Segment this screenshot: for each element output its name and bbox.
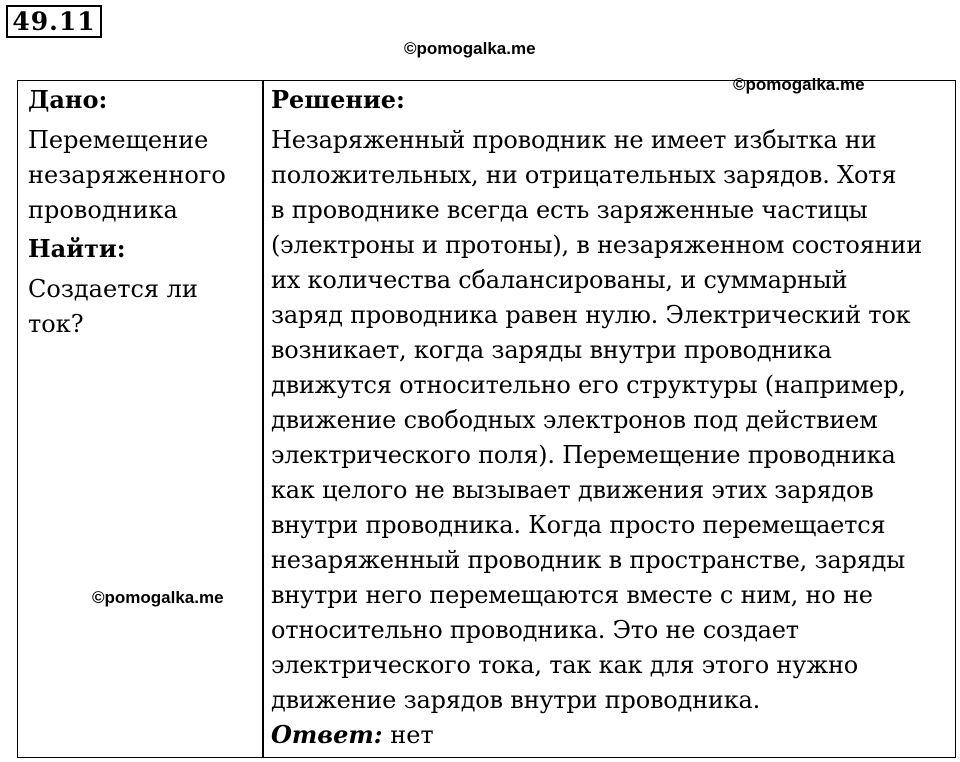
find-text xyxy=(28,272,254,342)
watermark-top: ©pomogalka.me xyxy=(404,39,536,58)
solution-header: Решение: xyxy=(271,85,405,114)
solution-line: заряд проводника равен нулю. Электрический ток xyxy=(271,301,911,329)
task-number: 49.11 xyxy=(6,5,102,38)
find-line: Создается ли xyxy=(28,275,198,303)
solution-table xyxy=(17,80,956,758)
solution-line: в проводнике всегда есть заряженные частицы xyxy=(271,196,868,224)
answer-label: Ответ: xyxy=(271,720,383,749)
solution-line: возникает, когда заряды внутри проводника xyxy=(271,336,832,364)
given-header: Дано: xyxy=(28,85,108,114)
watermark-bottom-left: ©pomogalka.me xyxy=(92,588,224,607)
solution-line: относительно проводника. Это не создает xyxy=(271,616,799,644)
solution-line: внутри проводника. Когда просто перемещается xyxy=(271,511,886,539)
solution-column xyxy=(271,81,951,752)
solution-line: (электроны и протоны), в незаряженном состоянии xyxy=(271,231,922,259)
given-line: проводника xyxy=(28,196,178,224)
solution-line: Незаряженный проводник не имеет избытка ни xyxy=(271,126,877,154)
given-column xyxy=(28,81,254,342)
solution-line: положительных, ни отрицательных зарядов. Хотя xyxy=(271,161,897,189)
find-header: Найти: xyxy=(28,234,126,263)
answer-value: нет xyxy=(382,721,434,749)
solution-line: внутри него перемещаются вместе с ним, но не xyxy=(271,581,873,609)
solution-line: движение свободных электронов под действием xyxy=(271,406,878,434)
watermark-right: ©pomogalka.me xyxy=(733,75,865,94)
given-line: Перемещение xyxy=(28,126,209,154)
solution-line: движутся относительно его структуры (например, xyxy=(271,371,906,399)
solution-line: электрического поля). Перемещение проводника xyxy=(271,441,896,469)
given-text xyxy=(28,123,254,228)
answer-line xyxy=(271,718,951,752)
given-line: незаряженного xyxy=(28,161,226,189)
solution-line: движение зарядов внутри проводника. xyxy=(271,686,761,714)
find-line: ток? xyxy=(28,310,84,338)
solution-line: электрического тока, так как для этого нужно xyxy=(271,651,859,679)
solution-line: их количества сбалансированы, и суммарный xyxy=(271,266,848,294)
solution-text xyxy=(271,123,951,718)
solution-line: незаряженный проводник в пространстве, заряды xyxy=(271,546,906,574)
solution-line: как целого не вызывает движения этих зарядов xyxy=(271,476,874,504)
column-divider xyxy=(262,81,264,757)
